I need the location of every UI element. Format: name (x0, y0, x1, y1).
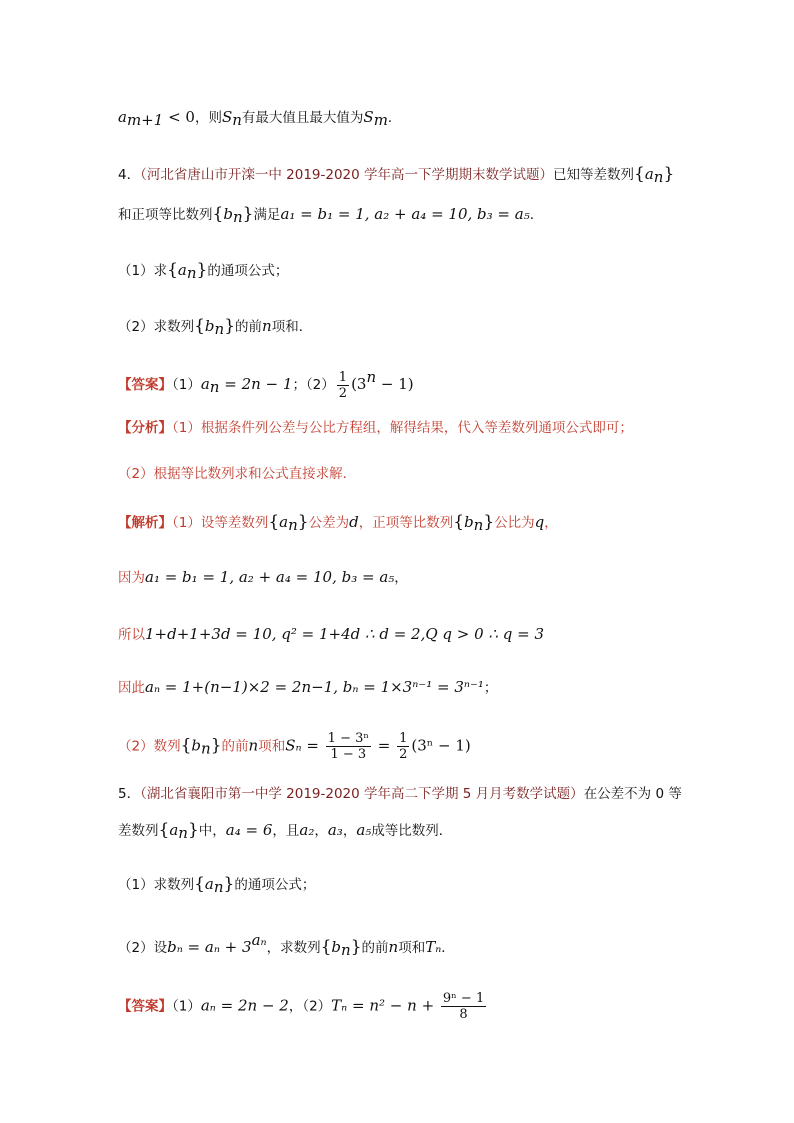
q4-solution-2 (118, 566, 734, 589)
math: a (204, 875, 214, 893)
q4-part2 (118, 315, 734, 340)
math: Sₙ = (285, 736, 324, 755)
text: （1） (172, 998, 201, 1015)
q4-answer (118, 366, 734, 401)
brace: { (167, 260, 178, 280)
math: aₙ = 2n − 2 (200, 996, 289, 1015)
denominator: 2 (338, 385, 348, 401)
text: 满足 (253, 207, 281, 223)
question-source: （河北省唐山市开滦一中 2019-2020 学年高一下学期期末数学试题） (140, 167, 554, 183)
math: (3 (351, 375, 367, 393)
q5-stem-line2 (118, 819, 734, 844)
math: a (169, 821, 179, 839)
fraction (326, 731, 371, 762)
text: 公差为 (308, 515, 350, 531)
math-sub: n (213, 878, 224, 896)
math: a₃ (327, 821, 343, 839)
q4-analysis-1 (118, 417, 734, 439)
text: （1）求 (118, 263, 168, 279)
math: a (644, 165, 654, 183)
math: = (373, 736, 396, 755)
brace: } (297, 512, 309, 532)
q4-solution-5 (118, 731, 734, 762)
q4-solution-3 (118, 623, 734, 646)
continuation-line (118, 106, 734, 131)
math: = 2n − 1 (219, 375, 293, 393)
math-s: S (363, 108, 374, 126)
math: a₅ (356, 821, 372, 839)
brace: { (268, 512, 280, 532)
math: a (200, 375, 210, 393)
text: 所以 (118, 627, 145, 643)
text: 的前 (235, 319, 263, 335)
text: ． (529, 207, 544, 223)
brace: } (350, 937, 362, 957)
math: aₙ = 1+(n−1)×2 = 2n−1, bₙ = 1×3ⁿ⁻¹ = 3ⁿ⁻¹ (145, 678, 484, 696)
math-sub: n (288, 516, 298, 534)
math: Tₙ = n² − n + (331, 996, 439, 1015)
math: (3ⁿ − 1) (411, 736, 471, 755)
brace: { (194, 874, 205, 894)
math: b (464, 513, 474, 531)
q5-part1 (118, 873, 734, 898)
text: （2）设 (118, 940, 168, 956)
math: b (204, 317, 215, 335)
math-sub: n (653, 168, 664, 186)
math-sub: n (201, 739, 211, 758)
numerator: 9ⁿ − 1 (442, 991, 485, 1006)
text: ， (342, 823, 357, 839)
q4-solution-1 (118, 511, 734, 536)
math-sub: m+1 (126, 111, 164, 129)
text: ，（2） (288, 998, 332, 1015)
text: 已知等差数列 (553, 167, 635, 183)
brace: } (196, 260, 208, 280)
math: bₙ = aₙ + 3 (167, 938, 252, 956)
math-sub: n (232, 111, 242, 129)
brace: } (242, 204, 254, 224)
question-source: （湖北省襄阳市第一中学 2019-2020 学年高二下学期 5 月月考数学试题） (140, 786, 584, 802)
math: n (248, 736, 259, 755)
math-a: a (118, 108, 127, 126)
text: 和正项等比数列 (118, 207, 213, 223)
text: （1）设等差数列 (172, 515, 269, 531)
text: 差数列 (118, 823, 159, 839)
text: 的前 (221, 738, 249, 755)
math: − 1) (376, 375, 414, 393)
math-sub: n (186, 264, 197, 282)
text: ． (441, 940, 455, 956)
math-s: S (221, 108, 233, 126)
q4-solution-4 (118, 676, 734, 699)
brace: { (453, 512, 465, 532)
answer-tag: 【答案】 (118, 377, 172, 393)
math: b (191, 736, 202, 755)
text: （1） (172, 377, 201, 393)
q5-answer (118, 991, 734, 1022)
math: Tₙ (425, 938, 442, 956)
brace: { (158, 820, 170, 840)
fraction (441, 991, 486, 1022)
question-number: 4． (118, 167, 141, 183)
text: 项和 (398, 940, 426, 956)
brace: { (212, 204, 224, 224)
text: （1）求数列 (118, 877, 195, 893)
text: ；（2） (292, 377, 335, 393)
text: 中， (198, 823, 226, 839)
brace: { (194, 316, 205, 336)
text: ； (483, 680, 498, 696)
brace: } (663, 164, 675, 184)
question-number: 5． (118, 786, 141, 802)
math-sub: n (178, 824, 188, 842)
text: ． (387, 110, 402, 126)
math-condition: a₁ = b₁ = 1, a₂ + a₄ = 10, b₃ = a₅ (280, 205, 530, 223)
math-sup: n (366, 368, 377, 386)
brace: } (483, 512, 495, 532)
answer-tag: 【答案】 (118, 998, 172, 1015)
q4-stem-line1 (118, 163, 734, 188)
math: 1+d+1+3d = 10, q² = 1+4d ∴ d = 2,Q q > 0 ∴ q = 3 (145, 625, 544, 643)
math-sup: aₙ (251, 931, 267, 949)
text: 公比为 (494, 515, 535, 531)
text: 项和． (271, 319, 313, 335)
math: a₄ = 6 (225, 821, 273, 839)
math: a₂ (299, 821, 315, 839)
solution-tag: 【解析】 (118, 515, 172, 531)
text: 项和 (258, 738, 286, 755)
fraction (397, 731, 409, 762)
text: 有最大值且最大值为 (241, 110, 364, 126)
math: a₁ = b₁ = 1, a₂ + a₄ = 10, b₃ = a₅ (145, 568, 395, 586)
fraction (337, 370, 349, 401)
text: （2）根据等比数列求和公式直接求解． (118, 466, 357, 482)
q4-part1 (118, 259, 734, 284)
text: 因为 (118, 570, 145, 586)
q5-part2 (118, 929, 734, 961)
text: 的前 (361, 940, 389, 956)
math-sub: n (214, 320, 225, 338)
text: 的通项公式； (234, 877, 316, 893)
brace: { (180, 735, 192, 756)
brace: } (224, 316, 236, 336)
math-sub: n (473, 516, 484, 534)
q4-stem-line2 (118, 203, 734, 228)
text: 在公差不为 0 等 (583, 786, 682, 802)
text: ， (314, 823, 328, 839)
text: （2）求数列 (118, 319, 195, 335)
text: ，且 (272, 823, 300, 839)
math: a (177, 261, 187, 279)
numerator: 1 − 3ⁿ (327, 731, 369, 746)
numerator: 1 (399, 731, 408, 746)
brace: } (223, 874, 235, 894)
analysis-tag: 【分析】 (118, 420, 172, 436)
denominator: 8 (459, 1007, 468, 1022)
math: a (279, 513, 289, 531)
text: ，则 (194, 110, 222, 126)
denominator: 1 − 3 (330, 747, 367, 762)
math: b (331, 938, 342, 956)
text: ，求数列 (266, 940, 321, 956)
math: n (388, 938, 399, 956)
math: d (349, 513, 359, 531)
text: （1）根据条件列公差与公比方程组，解得结果，代入等差数列通项公式即可； (172, 420, 633, 436)
text: ，正项等比数列 (358, 515, 454, 531)
q4-analysis-2 (118, 463, 734, 485)
math-cond: < 0 (163, 108, 195, 126)
text: 的通项公式； (207, 263, 289, 279)
text: ， (544, 515, 558, 531)
numerator: 1 (338, 369, 348, 385)
brace: } (187, 820, 199, 840)
math-sub: n (341, 941, 351, 959)
text: ， (394, 570, 408, 586)
math-sub: n (232, 208, 243, 226)
math: n (262, 317, 272, 335)
text: 成等比数列． (371, 823, 453, 839)
math: b (223, 205, 233, 223)
math-sub: m (373, 111, 388, 129)
q5-stem-line1 (118, 783, 734, 805)
brace: } (210, 735, 222, 756)
math: q (534, 513, 545, 531)
brace: { (634, 164, 645, 184)
brace: { (320, 937, 332, 957)
text: 因此 (118, 680, 145, 696)
text: （2）数列 (118, 738, 181, 755)
denominator: 2 (399, 747, 408, 762)
math-sub: n (209, 378, 220, 396)
